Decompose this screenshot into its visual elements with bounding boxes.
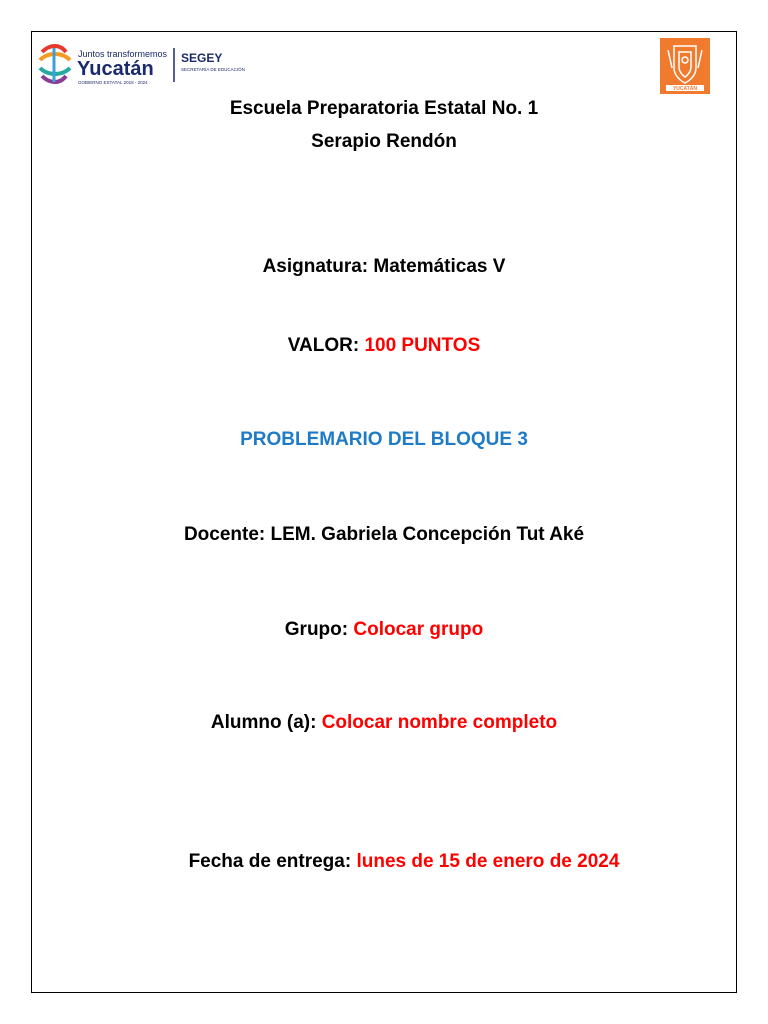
group-line	[32, 619, 736, 641]
student-placeholder: Colocar nombre completo	[321, 712, 558, 733]
subject: Asignatura: Matemáticas V	[262, 256, 506, 277]
logo-sub: GOBIERNO ESTATAL 2018 - 2024	[78, 80, 148, 85]
yucatan-emblem-icon	[40, 46, 70, 82]
crest-logo	[660, 38, 710, 94]
value-amount: 100 PUNTOS	[364, 335, 481, 356]
logo-name: Yucatán	[77, 58, 154, 80]
teacher: Docente: LEM. Gabriela Concepción Tut Aké	[183, 524, 585, 545]
logo-agency-sub: SECRETARÍA DE EDUCACIÓN	[181, 67, 245, 72]
document-page	[31, 31, 737, 993]
student-line	[32, 712, 736, 734]
crest-text: YUCATÁN	[672, 86, 698, 92]
logo-tagline: Juntos transformemos	[78, 49, 168, 59]
school-name: Escuela Preparatoria Estatal No. 1	[229, 98, 539, 119]
logo-agency: SEGEY	[181, 51, 223, 65]
due-label: Fecha de entrega:	[188, 851, 357, 872]
yucatan-segey-logo	[36, 42, 266, 88]
student-label: Alumno (a):	[210, 712, 322, 733]
school-subname: Serapio Rendón	[311, 131, 457, 152]
document-title: PROBLEMARIO DEL BLOQUE 3	[240, 429, 528, 450]
value-line	[32, 335, 736, 357]
value-label: VALOR:	[287, 335, 365, 356]
due-date: lunes de 15 de enero de 2024	[356, 851, 620, 872]
due-line	[52, 851, 756, 873]
group-label: Grupo:	[284, 619, 354, 640]
group-placeholder: Colocar grupo	[353, 619, 484, 640]
